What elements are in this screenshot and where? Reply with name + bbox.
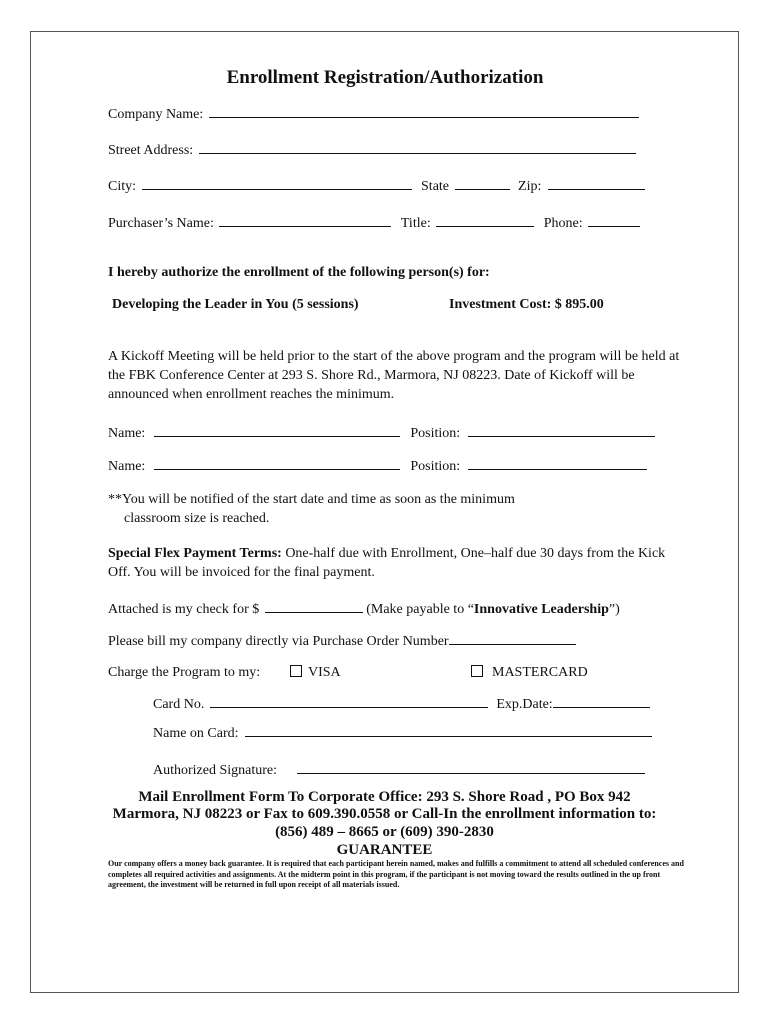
check-prefix: Attached is my check for $ xyxy=(108,602,260,617)
phone-field[interactable] xyxy=(588,213,640,227)
flex-payment-terms xyxy=(108,544,688,582)
attendee-row xyxy=(108,423,655,442)
mail-line-3: (856) 489 – 8665 or (609) 390-2830 xyxy=(275,824,494,840)
name-on-card-field[interactable] xyxy=(245,723,652,737)
purchaser-name-field[interactable] xyxy=(219,213,391,227)
guarantee-heading: GUARANTEE xyxy=(336,842,433,858)
state-field[interactable] xyxy=(455,176,510,190)
attendee-name-field[interactable] xyxy=(154,456,400,470)
street-address-label: Street Address: xyxy=(108,143,194,158)
card-row xyxy=(153,694,650,713)
notify-line-1: **You will be notified of the start date and time as soon as the minimum xyxy=(108,492,515,507)
po-row xyxy=(108,631,576,650)
position-label: Position: xyxy=(410,459,461,474)
notify-line-2: classroom size is reached. xyxy=(124,511,270,526)
attendee-name-field[interactable] xyxy=(154,423,400,437)
name-label: Name: xyxy=(108,459,146,474)
po-number-field[interactable] xyxy=(449,631,576,645)
mail-line-1: Mail Enrollment Form To Corporate Office: 293 S. Shore Road , PO Box 942 xyxy=(138,789,631,805)
kickoff-paragraph: A Kickoff Meeting will be held prior to the start of the above program and the program will be held at the FBK Conference Center at 293 S. Shore Rd., Marmora, NJ 08223. Date of Kickoff will be announced when enrollment reaches the minimum. xyxy=(108,349,680,402)
program-name: Developing the Leader in You (5 sessions) xyxy=(112,297,359,312)
guarantee-text: Our company offers a money back guarantee. It is required that each participant herein named, makes and fulfills a commitment to attend all scheduled conferences and completes all required activities and assignments. At the midterm point in this program, if the participant is not moving toward the results outlined in the up front agreement, the investment will be returned in full upon receipt of all materials issued. xyxy=(108,859,684,889)
check-amount-field[interactable] xyxy=(265,599,363,613)
check-suffix-open: (Make payable to “ xyxy=(362,602,474,617)
card-number-field[interactable] xyxy=(210,694,488,708)
purchaser-name-label: Purchaser’s Name: xyxy=(108,216,214,231)
name-on-card-label: Name on Card: xyxy=(153,726,239,741)
visa-option[interactable] xyxy=(290,664,341,681)
title-field[interactable] xyxy=(436,213,534,227)
state-label: State xyxy=(421,179,450,194)
city-state-zip-row xyxy=(108,176,645,195)
name-label: Name: xyxy=(108,426,146,441)
phone-label: Phone: xyxy=(543,216,583,231)
city-label: City: xyxy=(108,179,137,194)
city-field[interactable] xyxy=(142,176,412,190)
street-address-field[interactable] xyxy=(199,140,636,154)
position-label: Position: xyxy=(410,426,461,441)
mastercard-label: MASTERCARD xyxy=(492,665,588,680)
signature-field[interactable] xyxy=(297,760,645,774)
visa-label: VISA xyxy=(308,665,341,680)
purchaser-row xyxy=(108,213,640,232)
flex-terms-label: Special Flex Payment Terms: xyxy=(108,546,282,561)
attendee-position-field[interactable] xyxy=(468,456,647,470)
mail-line-2: Marmora, NJ 08223 or Fax to 609.390.0558 or Call-In the enrollment information to: xyxy=(112,806,657,822)
company-name-label: Company Name: xyxy=(108,107,204,122)
zip-field[interactable] xyxy=(548,176,645,190)
charge-label: Charge the Program to my: xyxy=(108,665,261,680)
payee-name: Innovative Leadership xyxy=(473,602,609,617)
mastercard-checkbox[interactable] xyxy=(471,665,483,677)
flex-terms-text: One-half due with Enrollment, One–half due 30 days from the Kick Off. You will be invoiced for the final payment. xyxy=(108,546,666,580)
attendee-row xyxy=(108,456,647,475)
form-title: Enrollment Registration/Authorization xyxy=(226,67,544,88)
po-label: Please bill my company directly via Purchase Order Number xyxy=(108,634,449,649)
card-no-label: Card No. xyxy=(153,697,205,712)
attendee-position-field[interactable] xyxy=(468,423,655,437)
company-name-field[interactable] xyxy=(209,104,639,118)
company-name-row xyxy=(108,104,639,123)
exp-date-label: Exp.Date: xyxy=(496,697,553,712)
signature-label: Authorized Signature: xyxy=(153,763,278,778)
visa-checkbox[interactable] xyxy=(290,665,302,677)
investment-cost: Investment Cost: $ 895.00 xyxy=(449,297,604,312)
exp-date-field[interactable] xyxy=(553,694,650,708)
street-address-row xyxy=(108,140,636,159)
check-suffix-close: ”) xyxy=(608,602,620,617)
zip-label: Zip: xyxy=(518,179,542,194)
name-on-card-row xyxy=(153,723,652,742)
check-row xyxy=(108,599,620,618)
title-label: Title: xyxy=(400,216,431,231)
signature-row xyxy=(153,760,645,779)
mastercard-option[interactable] xyxy=(471,664,588,681)
authorize-heading: I hereby authorize the enrollment of the following person(s) for: xyxy=(108,265,490,280)
